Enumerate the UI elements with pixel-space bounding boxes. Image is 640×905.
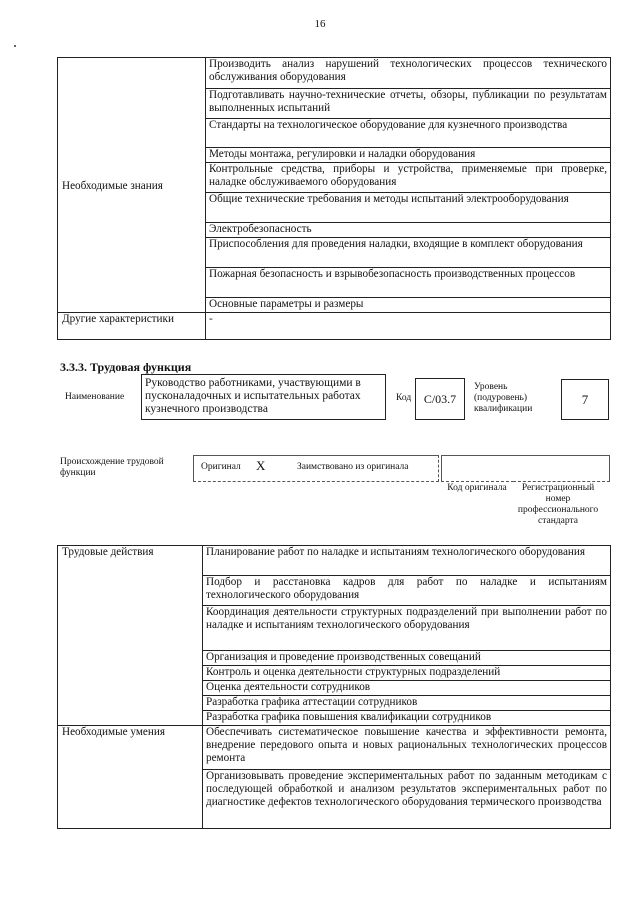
name-label: Наименование — [65, 392, 125, 402]
knowledge-item: Общие технические требования и методы испытаний электрооборудования — [206, 193, 611, 223]
other-characteristics-label: Другие характеристики — [58, 313, 206, 340]
knowledge-item: Пожарная безопасность и взрывобезопасность производственных процессов — [206, 268, 611, 298]
action-item: Организация и проведение производственных совещаний — [203, 651, 611, 666]
knowledge-item: Электробезопасность — [206, 223, 611, 238]
knowledge-item: Производить анализ нарушений технологических процессов технического обслуживания оборудования — [206, 58, 611, 89]
skill-item: Обеспечивать систематическое повышение качества и эффективности ремонта, внедрение передового опыта и новых рациональных технологических процессов ремонта — [203, 726, 611, 770]
page-number: 16 — [314, 18, 326, 30]
skill-item: Организовывать проведение экспериментальных работ по заданным методикам с последующей обработкой и анализом результатов экспериментальных работ по диагностике дефектов технологического оборудования термического производства — [203, 770, 611, 829]
skills-label: Необходимые умения — [58, 726, 203, 829]
borrowed-label: Заимствовано из оригинала — [297, 462, 409, 472]
action-item: Контроль и оценка деятельности структурных подразделений — [203, 666, 611, 681]
other-characteristics-value: - — [206, 313, 611, 340]
knowledge-item: Стандарты на технологическое оборудование для кузнечного производства — [206, 119, 611, 148]
knowledge-item: Приспособления для проведения наладки, входящие в комплект оборудования — [206, 238, 611, 268]
code-label: Код — [396, 393, 412, 403]
code-value: С/03.7 — [423, 392, 457, 406]
knowledge-table — [57, 57, 611, 340]
action-item: Оценка деятельности сотрудников — [203, 681, 611, 696]
knowledge-item: Методы монтажа, регулировки и наладки оборудования — [206, 148, 611, 163]
action-item: Координация деятельности структурных подразделений при выполнении работ по наладке и испытаниям технологического оборудования — [203, 606, 611, 651]
level-label: Уровень (подуровень) квалификации — [474, 382, 533, 414]
reg-number-box — [513, 455, 610, 482]
action-item: Планирование работ по наладке и испытаниям технологического оборудования — [203, 546, 611, 576]
level-box — [561, 379, 609, 420]
section-title: 3.3.3. Трудовая функция — [60, 360, 192, 374]
knowledge-item: Контрольные средства, приборы и устройства, применяемые при проверке, наладке обслуживаемого оборудования — [206, 163, 611, 193]
scan-speck — [14, 45, 16, 47]
action-item: Подбор и расстановка кадров для работ по наладке и испытаниям технологического оборудования — [203, 576, 611, 606]
required-knowledge-label: Необходимые знания — [62, 179, 163, 192]
code-box — [415, 378, 465, 420]
actions-label: Трудовые действия — [58, 546, 203, 726]
function-name: Руководство работниками, участвующими в пусконаладочных и испытательных работах кузнечного производства — [145, 377, 361, 415]
origin-label: Происхождение трудовой функции — [60, 457, 164, 478]
action-item: Разработка графика повышения квалификации сотрудников — [203, 711, 611, 726]
function-name-box — [141, 374, 386, 420]
reg-caption: Регистрационный номер профессионального стандарта — [517, 483, 599, 526]
action-item: Разработка графика аттестации сотрудников — [203, 696, 611, 711]
knowledge-label-cell — [58, 58, 206, 313]
original-code-box — [441, 455, 514, 482]
original-mark: X — [256, 458, 266, 473]
code-caption: Код оригинала — [447, 483, 507, 493]
level-value: 7 — [581, 392, 589, 407]
knowledge-item: Подготавливать научно-технические отчеты, обзоры, публикации по результатам выполненных испытаний — [206, 89, 611, 119]
original-label: Оригинал — [201, 462, 241, 472]
knowledge-item: Основные параметры и размеры — [206, 298, 611, 313]
actions-table — [57, 545, 611, 829]
